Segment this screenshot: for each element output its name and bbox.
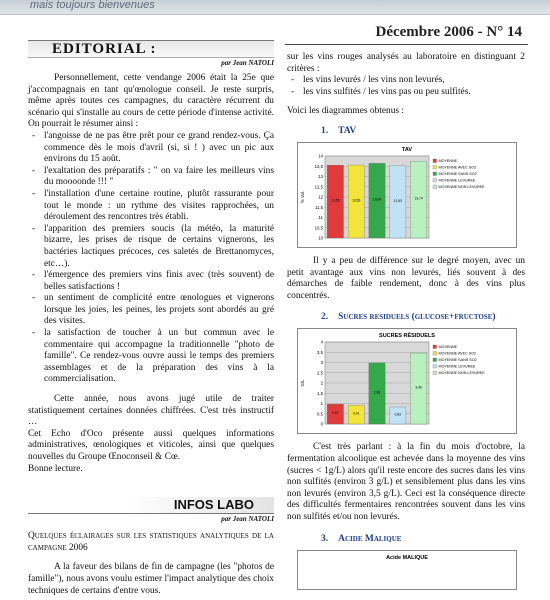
criteria-intro: sur les vins rouges analysés au laboratoire en distinguant 2 critères : — [287, 52, 525, 74]
list-item: - les vins sulfités / les vins pas ou peu sulfités. — [287, 87, 525, 99]
infos-labo-paragraph: A la faveur des bilans de fin de campagne (les "photos de famille"), nous avons voulu estimer l'impact analytique des choix techniques de certains d'entre vous. — [28, 562, 274, 596]
left-column — [28, 40, 274, 597]
list-item: - la satisfaction de toucher à un but commun avec le commentaire qui accompagne la traditionnelle "photo de famille". Ce rendez-vous ouvre aussi le temps des premiers assemblages et de la préparation des vins à la commercialisation. — [28, 328, 274, 386]
y-tick-label: 11 — [318, 215, 323, 221]
criteria-list — [287, 75, 525, 98]
bar-value-label: 13,74 — [414, 196, 423, 201]
legend-label: MOYENNE NON LEVUREE — [438, 371, 485, 376]
tav-chart — [297, 142, 517, 248]
y-axis-label: % Vol. — [300, 190, 305, 204]
legend-label: MOYENNE — [438, 158, 458, 163]
y-tick-label: 2 — [320, 380, 323, 386]
legend-swatch — [433, 345, 437, 349]
header-rule — [285, 44, 528, 45]
section-title-sucres — [287, 312, 525, 322]
editorial-paragraph: Cet Echo d'Oco présente aussi quelques informations administratives, œnologiques et viticoles, ainsi que quelques nouvelles du Groupe Œnoconseil & Cœ. — [28, 428, 274, 462]
top-banner — [0, 0, 550, 15]
sucres-commentary: C'est très parlant : à la fin du mois d'octobre, la fermentation alcoolique est achevée dans la moyenne des vins (sucres < 1g/L) alors qu'il reste encore des sucres dans les vins non sulfités (environ 3 g/L) et sensiblement plus dans les vins non levurés (environ 3,5 g/L). Ceci est la conséquence directe des difficultés fermentaires rencontrées souvent dans les vins non sulfités et/ou non levurés. — [287, 442, 525, 522]
y-tick-label: 4 — [320, 339, 323, 345]
issue-number: Décembre 2006 - N° 14 — [375, 24, 522, 40]
legend-swatch — [433, 159, 437, 163]
infos-labo-byline: par Jean NATOLI — [221, 515, 274, 524]
editorial-intro: Personnellement, cette vendange 2006 était la 25e que j'accompagnais en tant qu'œnologue conseil. Je reste surpris, même après toutes ces campagnes, du caractère récurrent du scénario qui s'installe au cours de cette période d'intense activité. On pourrait le résumer ainsi : — [28, 73, 274, 130]
legend-swatch — [433, 358, 437, 362]
y-tick-label: 11,5 — [314, 204, 323, 210]
legend-label: MOYENNE LEVUREE — [438, 178, 476, 183]
legend-label: MOYENNE AVEC SO2 — [438, 165, 477, 170]
legend-swatch — [433, 365, 437, 369]
editorial-paragraph: Cette année, nous avons jugé utile de traiter statistiquement certaines données chiffrées. C'est très instructif … — [28, 394, 274, 428]
list-item: - les vins levurés / les vins non levurés, — [287, 75, 525, 87]
bar-value-label: 13,56 — [352, 198, 361, 203]
list-item: - l'apparition des premiers soucis (la météo, la maturité bizarre, les prises de risque de certains vignerons, les bactéries lactiques précoces, ces saletés de Brettanomyces, etc…). — [28, 224, 274, 270]
legend-label: MOYENNE AVEC SO2 — [438, 351, 477, 356]
list-item: - l'installation d'une certaine routine, plutôt rassurante pour tout le monde : un rythme des visites rapprochées, un déroulement des rencontres très établi. — [28, 189, 274, 224]
list-item: - l'exaltation des préparatifs : " on va faire les meilleurs vins du moooonde !!! " — [28, 166, 274, 189]
list-item: - l'émergence des premiers vins finis avec (très souvent) de belles satisfactions ! — [28, 270, 274, 293]
diagrams-intro: Voici les diagrammes obtenus : — [287, 106, 404, 117]
y-tick-label: 3,5 — [317, 350, 323, 356]
legend-swatch — [433, 371, 437, 375]
section-title-malique — [287, 534, 525, 544]
right-column — [287, 52, 525, 590]
legend-label: MOYENNE SANS SO2 — [438, 358, 477, 363]
infos-labo-header — [28, 497, 274, 514]
editorial-header — [28, 40, 274, 58]
legend-swatch — [433, 172, 437, 176]
editorial-closing: Bonne lecture. — [28, 463, 83, 474]
bar-value-label: 0,83 — [394, 412, 402, 417]
section-number: 1. — [321, 125, 329, 136]
bar-value-label: 13,55 — [331, 198, 340, 203]
list-item: - l'angoisse de ne pas être prêt pour ce grand rendez-vous. Ça commence dès le mois d'avril (si, si ! ) avec un pic aux environs du 15 août. — [28, 131, 274, 166]
y-tick-label: 12,5 — [314, 184, 323, 190]
malique-chart — [297, 550, 517, 590]
section-label: Sucres residuels (glucose+fructose) — [338, 312, 496, 323]
chart-title: SUCRES RÉSIDUELS — [379, 333, 435, 340]
infos-labo-subtitle: Quelques éclairages sur les statistiques analytiques de la campagne 2006 — [28, 531, 274, 553]
infos-labo-title: INFOS LABO — [173, 497, 254, 513]
legend-swatch — [433, 352, 437, 356]
section-number: 2. — [321, 312, 329, 323]
section-number: 3. — [321, 533, 329, 544]
y-tick-label: 13,5 — [314, 163, 323, 169]
bar-value-label: 3,46 — [415, 385, 422, 390]
bar-value-label: 0,91 — [352, 412, 360, 417]
bar-value-label: 0,97 — [332, 411, 339, 416]
tav-commentary: Il y a peu de différence sur le degré moyen, avec un petit avantage aux vins non levurés, liés souvent à des démarches de faible rendement, donc à des vins plus concentrés. — [287, 255, 525, 301]
section-label: Acide Malique — [338, 533, 402, 544]
y-tick-label: 1 — [320, 401, 323, 407]
y-tick-label: 14 — [318, 153, 323, 159]
y-tick-label: 2,5 — [317, 370, 323, 376]
legend-label: MOYENNE SANS SO2 — [438, 171, 477, 176]
y-tick-label: 12 — [318, 194, 323, 200]
chart-title: Acide MALIQUE — [386, 554, 428, 561]
bar-value-label: 13,64 — [372, 197, 382, 202]
legend-swatch — [433, 185, 437, 189]
sucres-chart — [297, 328, 517, 434]
chart-title: TAV — [401, 146, 413, 153]
y-tick-label: 0,5 — [317, 411, 323, 417]
y-tick-label: 0 — [320, 421, 323, 427]
legend-label: MOYENNE NON LEVUREE — [438, 184, 485, 189]
bar-value-label: 13,53 — [393, 198, 402, 203]
y-tick-label: 3 — [320, 360, 323, 366]
list-item: - un sentiment de complicité entre œnologues et vignerons lorsque les joies, les peines, les projets sont abordés au gré des visites. — [28, 293, 274, 328]
section-label: TAV — [338, 125, 357, 136]
legend-swatch — [433, 165, 437, 169]
bar-value-label: 2,98 — [373, 390, 381, 395]
y-tick-label: 13 — [318, 174, 323, 180]
tagline: mais toujours bienvenues — [30, 0, 155, 11]
editorial-byline: par Jean NATOLI — [221, 59, 274, 67]
section-title-tav — [287, 126, 525, 136]
y-axis-label: G/L — [300, 379, 305, 387]
y-tick-label: 10,5 — [314, 225, 323, 231]
y-tick-label: 1,5 — [317, 391, 323, 397]
editorial-list — [28, 131, 274, 386]
editorial-title: EDITORIAL : — [52, 41, 157, 57]
legend-label: MOYENNE — [438, 345, 458, 350]
y-tick-label: 10 — [318, 235, 323, 241]
legend-swatch — [433, 178, 437, 182]
legend-label: MOYENNE LEVUREE — [438, 364, 476, 369]
